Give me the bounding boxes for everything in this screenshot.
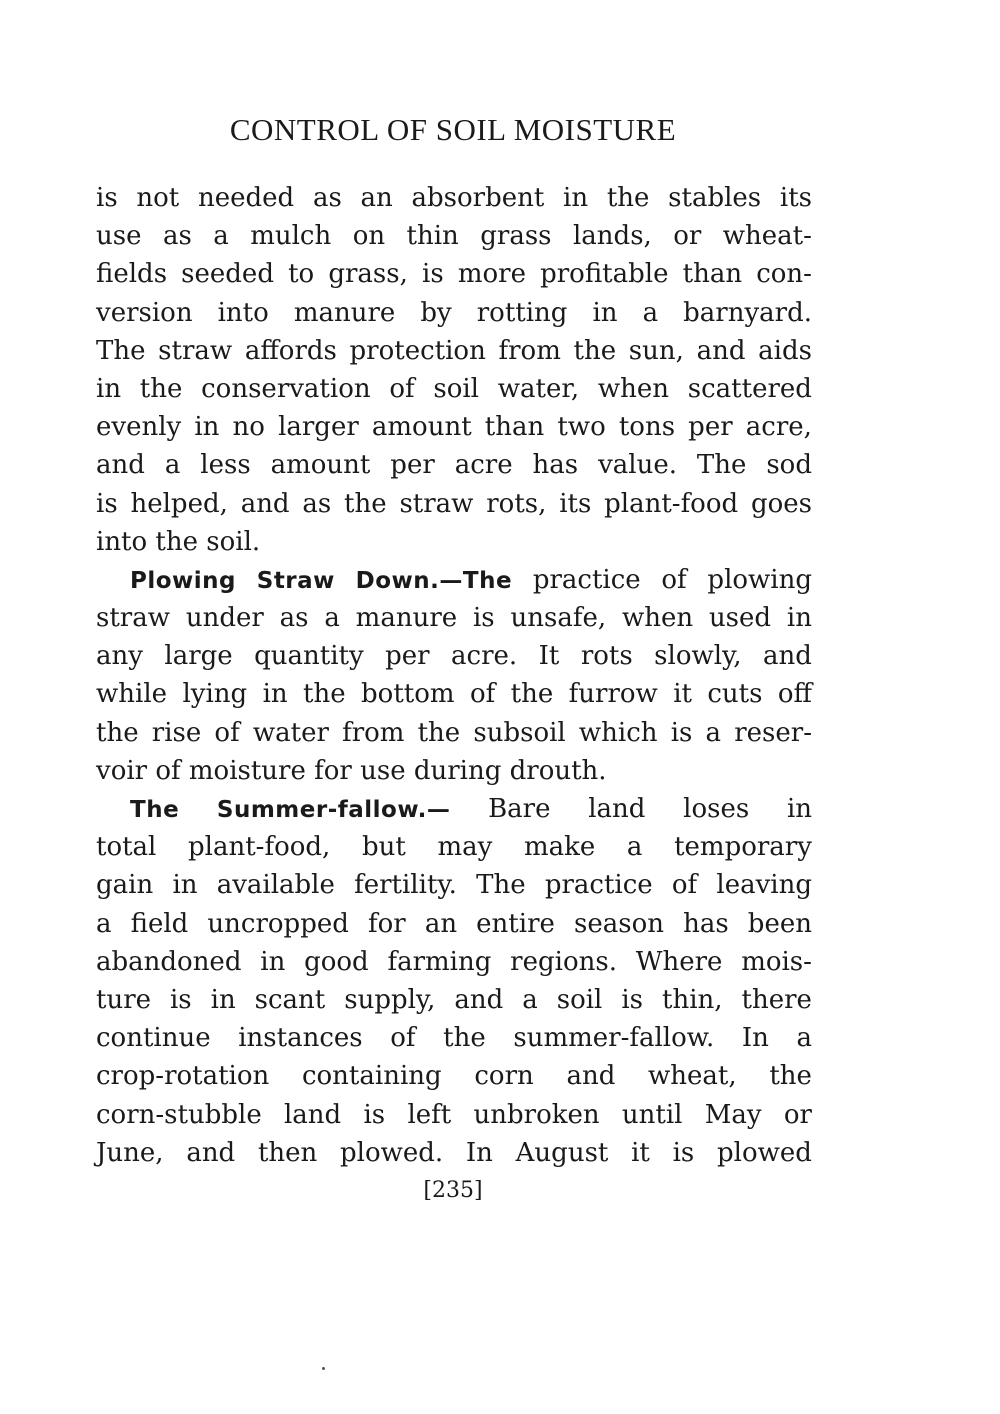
text-line: any large quantity per acre. It rots slowly, and: [96, 641, 812, 672]
text-line: voir of moisture for use during drouth.: [96, 755, 607, 786]
text-line: June, and then plowed. In August it is plowed: [96, 1137, 812, 1168]
text-line: The Summer-fallow.— Bare land loses in: [130, 794, 812, 824]
text-line: Plowing Straw Down.—The practice of plowing: [130, 564, 812, 595]
text-line: total plant-food, but may make a temporary: [96, 832, 812, 863]
text-line: version into manure by rotting in a barnyard.: [96, 297, 812, 328]
text-line: while lying in the bottom of the furrow it cuts off: [96, 679, 812, 710]
text-line: and a less amount per acre has value. The sod: [96, 450, 812, 481]
paragraph-plowing-straw-down: [96, 561, 812, 790]
text-line: use as a mulch on thin grass lands, or wheat-: [96, 221, 812, 252]
text-line: continue instances of the summer-fallow. In a: [96, 1023, 812, 1054]
text-line: fields seeded to grass, is more profitable than con-: [96, 259, 812, 290]
text-line: is helped, and as the straw rots, its plant-food goes: [96, 488, 812, 519]
text-line: the rise of water from the subsoil which is a reser-: [96, 717, 812, 748]
text-line: crop-rotation containing corn and wheat, the: [96, 1061, 812, 1092]
text-line: a field uncropped for an entire season has been: [96, 908, 812, 939]
text-line: in the conservation of soil water, when scattered: [96, 373, 812, 404]
scan-speck: [322, 1367, 325, 1370]
text-line: gain in available fertility. The practice of leaving: [96, 870, 812, 901]
text-line: corn-stubble land is left unbroken until May or: [96, 1099, 812, 1130]
text-line: evenly in no larger amount than two tons per acre,: [96, 412, 812, 443]
text-line: into the soil.: [96, 526, 261, 557]
text-line: The straw affords protection from the sun, and aids: [96, 335, 812, 366]
body-text: [96, 179, 812, 1172]
paragraph-straw-mulch: [96, 179, 812, 561]
text-line: ture is in scant supply, and a soil is thin, there: [96, 984, 812, 1015]
page-number: [235]: [423, 1178, 483, 1203]
paragraph-summer-fallow: [96, 790, 812, 1172]
text-line: abandoned in good farming regions. Where mois-: [96, 946, 812, 977]
text-line: straw under as a manure is unsafe, when used in: [96, 603, 812, 634]
running-head: CONTROL OF SOIL MOISTURE: [229, 112, 677, 147]
text-line: is not needed as an absorbent in the stables its: [96, 183, 812, 213]
